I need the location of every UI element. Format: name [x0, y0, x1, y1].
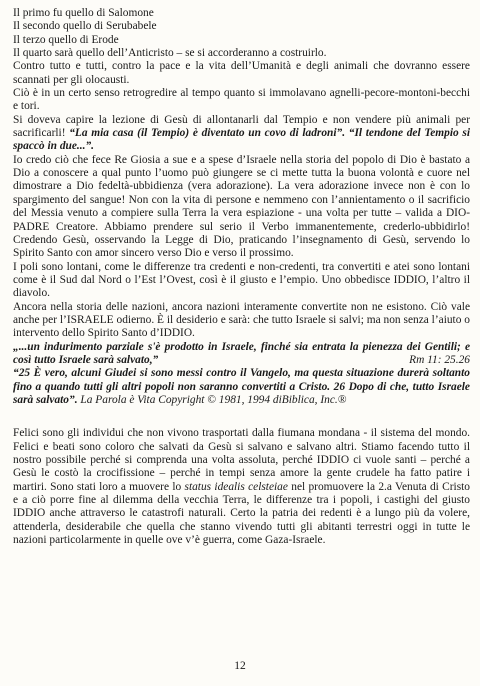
- temple-line-1: Il primo fu quello di Salomone: [13, 7, 154, 19]
- temple-line-4: Il quarto sarà quello dell’Anticristo – se si accorderanno a costruirlo.: [13, 47, 327, 60]
- parola-vita-quote-text: “25 È vero, alcuni Giudei si sono messi contro il Vangelo, ma questa situazione durerà soltanto fino a quando tutti gli altri popoli non saranno convertiti a Cristo. 26 Dopo di che, tutto Israele sarà salvato”.: [13, 367, 470, 406]
- paragraph-nations: Ancora nella storia delle nazioni, ancora nazioni interamente convertite non ne esistono. Ciò vale anche per l’ISRAELE odierno. È il desiderio e sarà: che tutto Israele si salvi; ma non senza l’aiuto o intervento dello Spirito Santo d’IDDIO.: [13, 300, 470, 340]
- status-idealis-term: status idealis celsteiae: [184, 480, 288, 493]
- paragraph-happy: [13, 427, 470, 547]
- quote-romans: [13, 341, 470, 368]
- temple-line-2: Il secondo quello di Serubabele: [13, 20, 157, 33]
- happy-text-b: nel promuovere la 2.a Venuta di Cristo e a ciò porre fine al dilemma della vecchia Terra, le differenze tra i popoli, i castighi del giusto IDDIO anche attraverso le catastrofi naturali. Certo la patria dei redenti è a lungo più da volere, attenderla, desiderabile che quella che stanno vivendo tutti gli abitanti terrestri oggi in tutte le nazioni particolarmente in quelle ove v’è guerra, come Gaza-Israele.: [13, 480, 470, 547]
- paragraph-lesson: [13, 114, 470, 154]
- page-number: 12: [234, 660, 246, 672]
- paragraph-against-all: Contro tutto e tutti, contro la pace e la vita dell’Umanità e degli animali che dovranno essere scannati per gli olocausti.: [13, 60, 470, 86]
- temple-line-3: Il terzo quello di Erode: [13, 33, 119, 46]
- happy-text-a: Felici sono gli individui che non vivono trasportati dalla fiumana mondana - il sistema del mondo. Felici e beati sono coloro che salvati da Gesù si salvano e salvano altri. Stiamo facendo tutto il nostro possibile perché si comprenda una volta assoluta, perché IDDIO ci vuole santi – perché a Gesù le costò la crocifissione – perché in tempi senza amore la gente crudele ha fatto patire i martiri. Sono stati loro a muovere lo: [13, 427, 470, 493]
- copyright-note: La Parola è Vita Copyright © 1981, 1994 diBiblica, Inc.®: [80, 393, 347, 406]
- lesson-quote: “La mia casa (il Tempio) è diventato un covo di ladroni”. “Il tendone del Tempio si spaccò in due...”.: [13, 127, 470, 153]
- quote-parola-vita: [13, 367, 470, 407]
- romans-quote-text: „...un indurimento parziale s'è prodotto in Israele, finché sia entrata la pienezza dei Gentili; e così tutto Israele sarà salvato,”: [13, 340, 470, 366]
- paragraph-poles: I poli sono lontani, come le differenze tra credenti e non-credenti, tra convertiti e atei sono lontani come è il Sud dal Nord o l’Est l’Ovest, così è il giusto e l’empio. Uno obbedisce IDDIO, l’altro il diavolo.: [13, 260, 470, 300]
- paragraph-giosia: Io credo ciò che fece Re Giosia a sue e a spese d’Israele nella storia del popolo di Dio è bastato a Dio a conoscere a qual punto l’uomo può giungere se ci mette tutta la buona volontà e cuore nel dimostrare a Dio fedeltà-ubbidienza (vera adorazione). La vera adorazione invece non è con lo spargimento del sangue! Non con la vita di persone e nemmeno con l’annientamento o il sacrificio del Messia venuto a compiere sulla Terra la vera espiazione - una volta per tutte – valida a DIO-PADRE Creatore. Abbiamo prendere sul serio il Verbo immanentemente, crederlo-ubbidirlo! Credendo Gesù, osservando la Legge di Dio, praticando l’insegnamento di Gesù, servendo lo Spirito Santo con amor sincero verso Dio e verso il prossimo.: [13, 153, 470, 260]
- paragraph-retrogress: Ciò è in un certo senso retrogredire al tempo quanto si immolavano agnelli-pecore-montoni-becchi e tori.: [13, 87, 470, 113]
- lesson-text: Si doveva capire la lezione di Gesù di allontanarli dal Tempio e non vendere più animali per sacrificarli!: [13, 113, 470, 140]
- romans-reference: Rm 11: 25.26: [409, 353, 470, 366]
- section-gap: [13, 407, 470, 427]
